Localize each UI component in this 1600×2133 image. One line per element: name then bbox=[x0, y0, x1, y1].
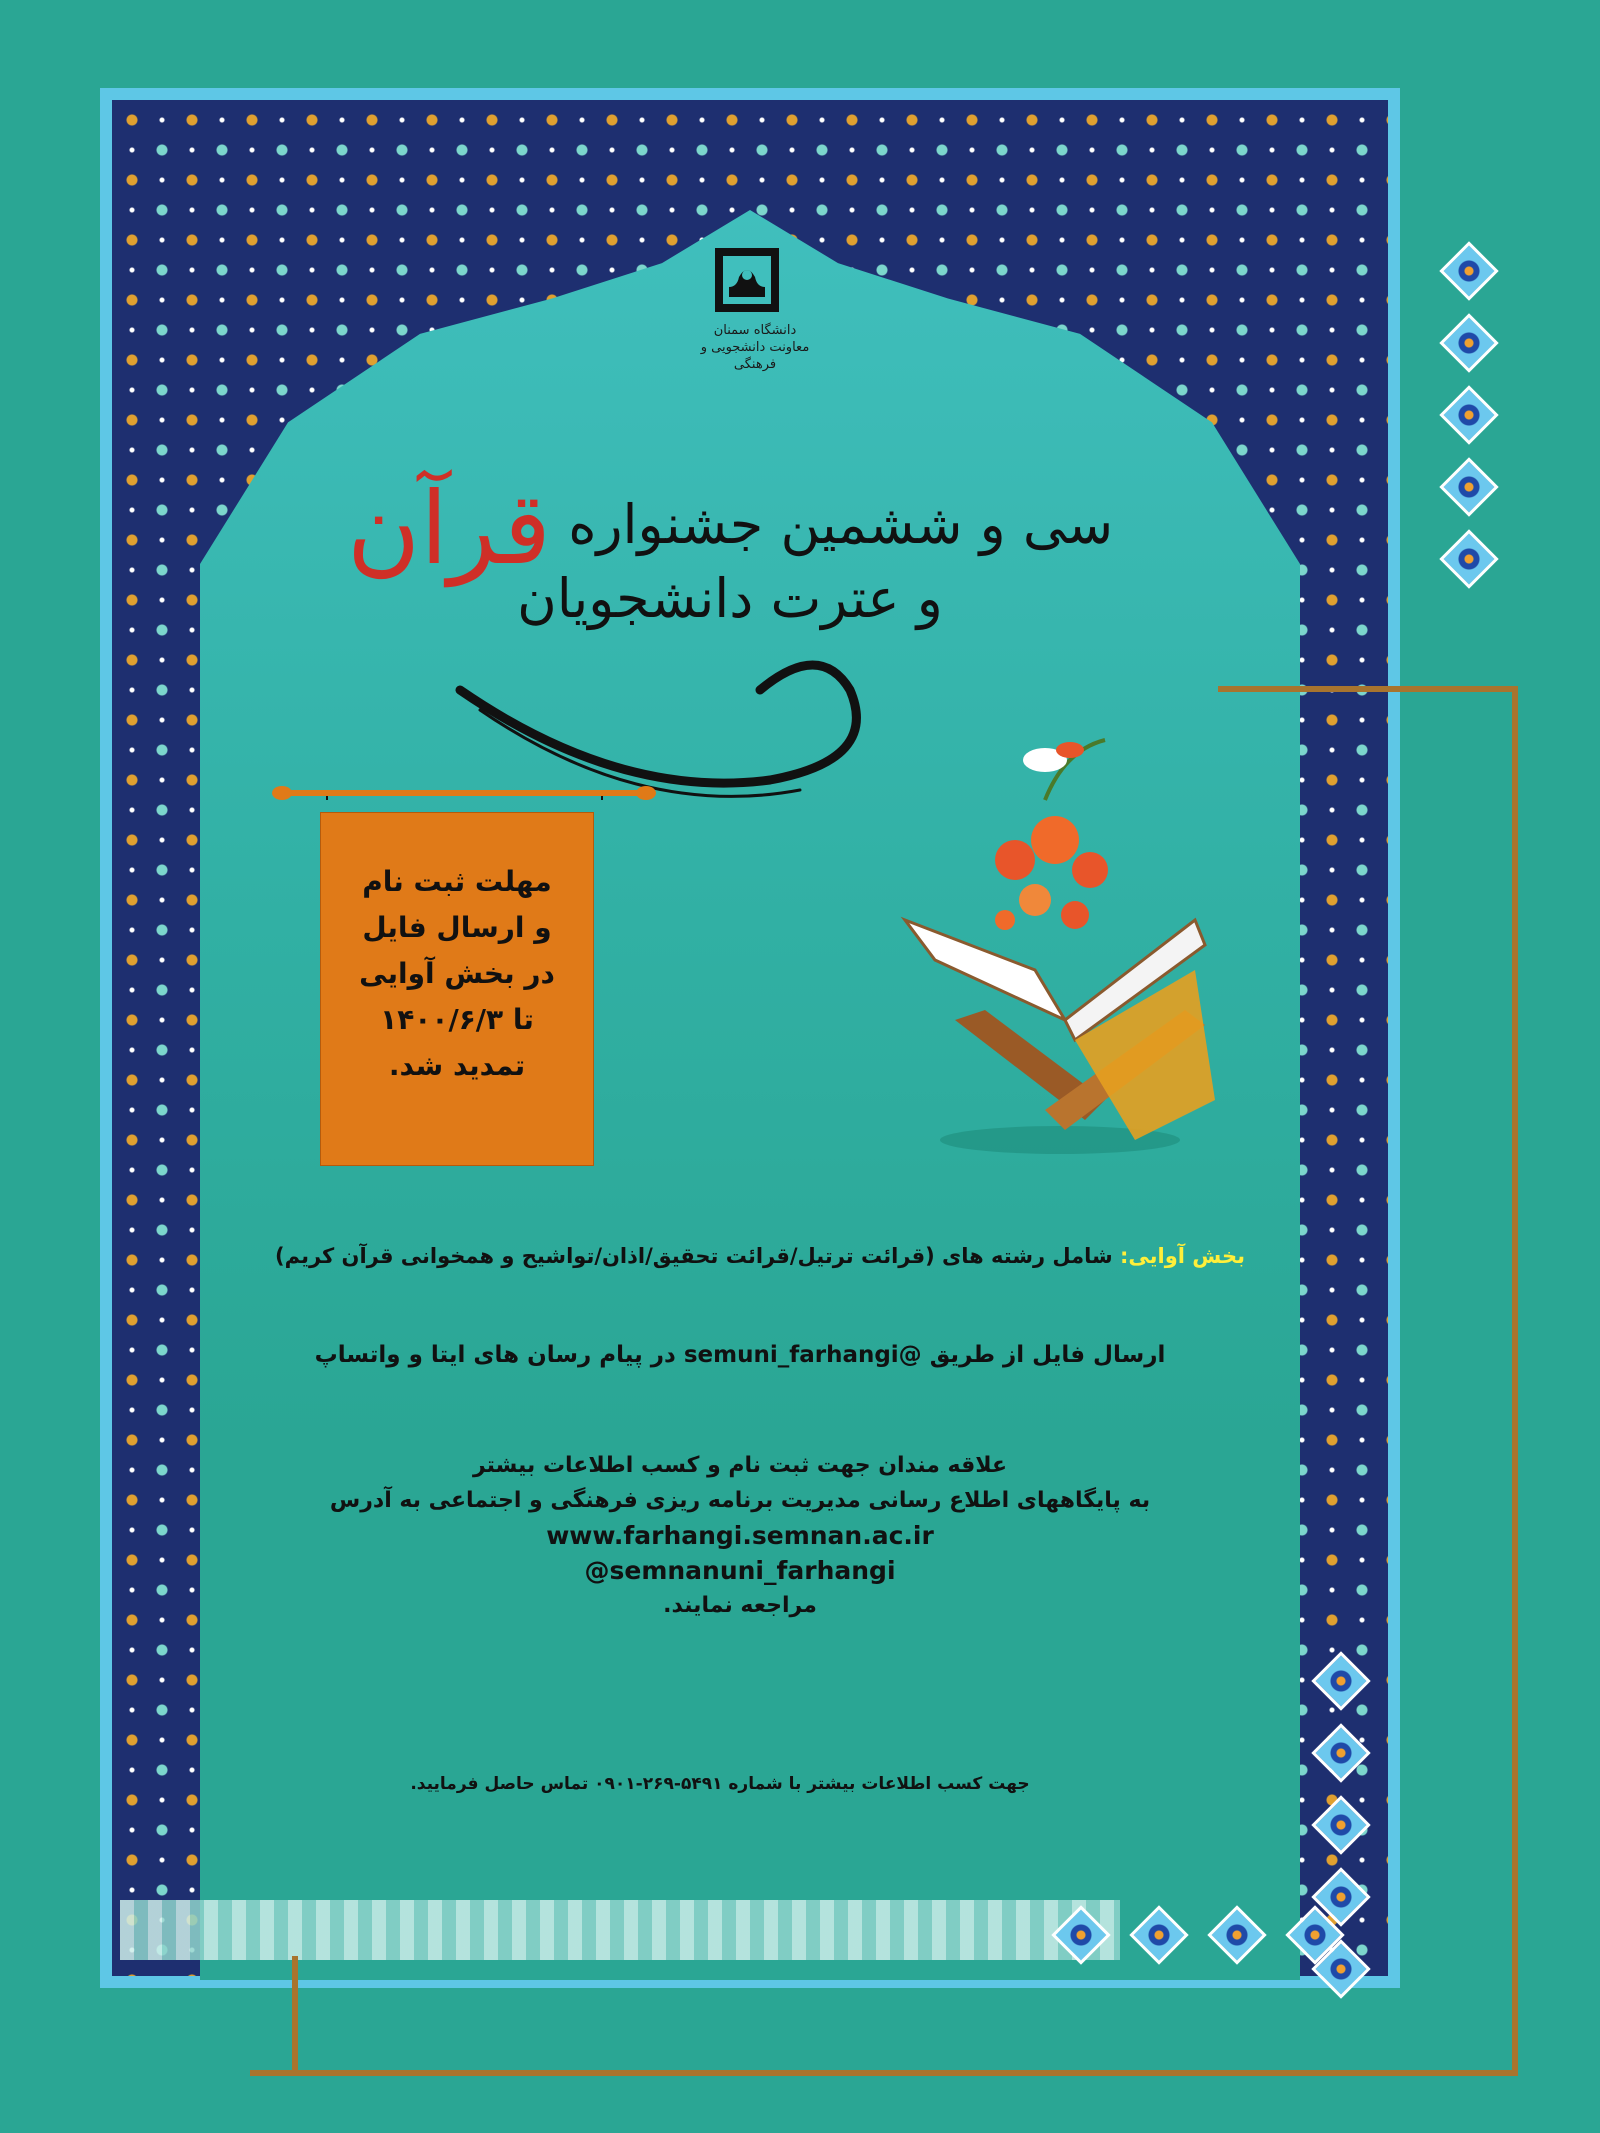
send-before: ارسال فایل از طریق bbox=[921, 1342, 1166, 1368]
section-label: بخش آوایی: bbox=[1119, 1244, 1245, 1268]
banner-line-1: مهلت ثبت نام bbox=[362, 865, 552, 898]
diamond-icon bbox=[1439, 241, 1498, 300]
diamond-icon bbox=[1051, 1905, 1110, 1964]
gold-line-right bbox=[1512, 686, 1518, 2076]
banner-line-2: و ارسال فایل bbox=[362, 911, 552, 944]
university-logo-icon bbox=[712, 245, 782, 315]
quran-rehal-illustration-icon bbox=[895, 720, 1225, 1160]
channel-handle[interactable]: @semnanuni_farhangi bbox=[584, 1556, 896, 1585]
diamond-icon bbox=[1129, 1905, 1188, 1964]
title-highlight: قرآن bbox=[346, 470, 552, 587]
diamond-icon bbox=[1311, 1795, 1370, 1854]
send-after: در پیام رسان های ایتا و واتساپ bbox=[314, 1342, 684, 1368]
title-suffix: و عترت دانشجویان bbox=[517, 567, 943, 630]
banner-line-4: تا ۱۴۰۰/۶/۳ bbox=[380, 1003, 534, 1036]
banner-line-5: تمدید شد. bbox=[388, 1049, 526, 1082]
diamond-icon bbox=[1439, 313, 1498, 372]
diamond-icon bbox=[1311, 1723, 1370, 1782]
diamond-icon bbox=[1439, 385, 1498, 444]
bottom-arabesque-band bbox=[120, 1900, 1120, 1960]
logo-line-2: معاونت دانشجویی و فرهنگی bbox=[700, 340, 810, 372]
contact-line: جهت کسب اطلاعات بیشتر با شماره ۵۴۹۱-۲۶۹-۰۹۰۱ تماس حاصل فرمایید. bbox=[410, 1774, 1030, 1794]
gold-line-top bbox=[1218, 686, 1518, 692]
diamond-icon bbox=[1285, 1905, 1344, 1964]
section-text: شامل رشته های (قرائت ترتیل/قرائت تحقیق/اذان/تواشیح و همخوانی قرآن کریم) bbox=[275, 1244, 1120, 1268]
gold-line-left bbox=[292, 1956, 298, 2076]
diamond-icon bbox=[1439, 457, 1498, 516]
title-prefix: سی و ششمین جشنواره bbox=[568, 493, 1114, 556]
gold-line-bottom bbox=[250, 2070, 1518, 2076]
deadline-banner bbox=[320, 812, 594, 1166]
calligraphy-swash-icon bbox=[440, 580, 880, 820]
banner-rod-icon bbox=[272, 786, 656, 800]
logo-line-1: دانشگاه سمنان bbox=[713, 323, 797, 338]
info-line-3: مراجعه نمایند. bbox=[663, 1593, 817, 1618]
logo-caption bbox=[690, 322, 820, 373]
section-description bbox=[240, 1240, 1280, 1272]
send-handle[interactable]: semuni_farhangi@ bbox=[683, 1342, 922, 1368]
diamond-ornament-bottom bbox=[1060, 1914, 1336, 1956]
info-block bbox=[260, 1448, 1220, 1623]
info-line-1: علاقه مندان جهت ثبت نام و کسب اطلاعات بیشتر bbox=[472, 1453, 1008, 1478]
info-line-2: به پایگاههای اطلاع رسانی مدیریت برنامه ریزی فرهنگی و اجتماعی به آدرس bbox=[329, 1488, 1151, 1513]
diamond-icon bbox=[1207, 1905, 1266, 1964]
diamond-icon bbox=[1439, 529, 1498, 588]
diamond-ornament-top-right bbox=[1448, 250, 1490, 580]
banner-line-3: در بخش آوایی bbox=[359, 957, 555, 990]
diamond-icon bbox=[1311, 1651, 1370, 1710]
website-link[interactable]: www.farhangi.semnan.ac.ir bbox=[546, 1521, 934, 1550]
send-instructions bbox=[260, 1338, 1220, 1372]
